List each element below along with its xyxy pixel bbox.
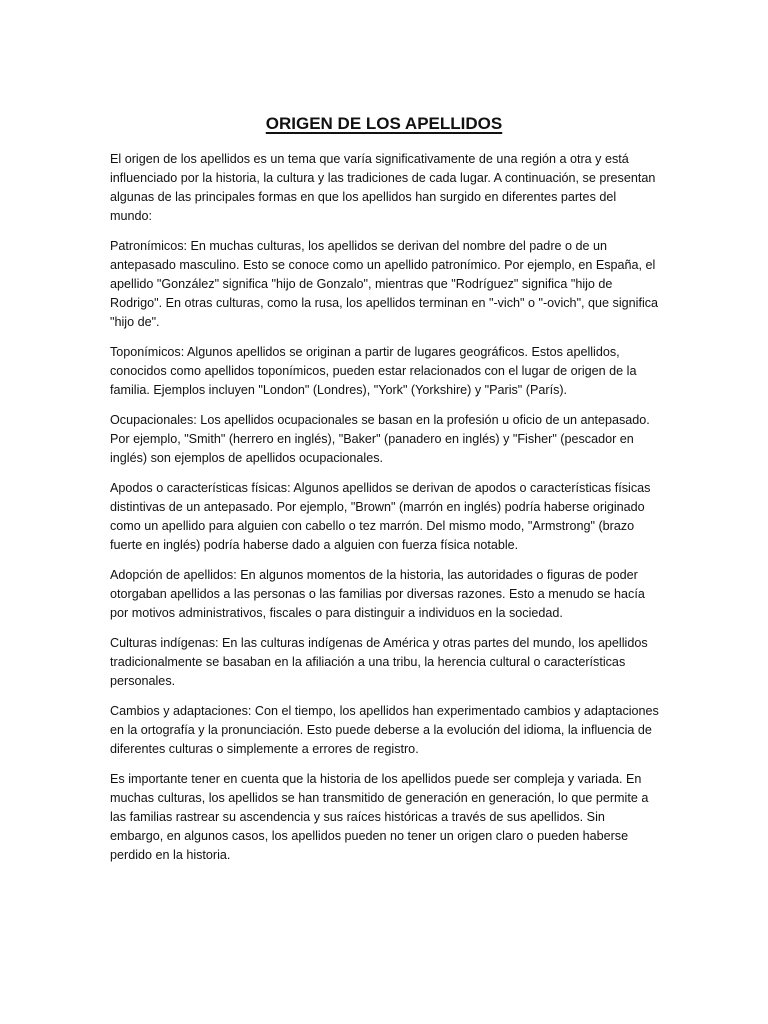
document-body <box>110 150 660 876</box>
paragraph-patronimicos: Patronímicos: En muchas culturas, los apellidos se derivan del nombre del padre o de un antepasado masculino. Esto se conoce como un apellido patronímico. Por ejemplo, en España, el apellido "González" significa "hijo de Gonzalo", mientras que "Rodríguez" significa "hijo de Rodrigo". En otras culturas, como la rusa, los apellidos terminan en "-vich" o "-ovich", que significa "hijo de". <box>110 239 659 329</box>
document-title-text: ORIGEN DE LOS APELLIDOS <box>265 114 503 133</box>
paragraph-toponimicos: Toponímicos: Algunos apellidos se originan a partir de lugares geográficos. Estos apellidos, conocidos como apellidos toponímicos, pueden estar relacionados con el lugar de origen de la familia. Ejemplos incluyen "London" (Londres), "York" (Yorkshire) y "Paris" (París). <box>110 345 637 397</box>
paragraph-culturas-indigenas: Culturas indígenas: En las culturas indígenas de América y otras partes del mundo, los apellidos tradicionalmente se basaban en la afiliación a una tribu, la herencia cultural o características personales. <box>110 636 648 688</box>
paragraph-apodos: Apodos o características físicas: Algunos apellidos se derivan de apodos o características físicas distintivas de un antepasado. Por ejemplo, "Brown" (marrón en inglés) podría haberse originado como un apellido para alguien con cabello o tez marrón. Del mismo modo, "Armstrong" (brazo fuerte en inglés) podría haberse dado a alguien con fuerza física notable. <box>110 481 651 552</box>
paragraph-adopcion: Adopción de apellidos: En algunos momentos de la historia, las autoridades o figuras de poder otorgaban apellidos a las personas o las familias por diversas razones. Esto a menudo se hacía por motivos administrativos, fiscales o para distinguir a individuos en la sociedad. <box>110 568 645 620</box>
paragraph-intro: El origen de los apellidos es un tema que varía significativamente de una región a otra y está influenciado por la historia, la cultura y las tradiciones de cada lugar. A continuación, se presentan algunas de las principales formas en que los apellidos han surgido en diferentes partes del mundo: <box>110 152 656 223</box>
paragraph-cambios: Cambios y adaptaciones: Con el tiempo, los apellidos han experimentado cambios y adaptaciones en la ortografía y la pronunciación. Esto puede deberse a la evolución del idioma, la influencia de diferentes culturas o simplemente a errores de registro. <box>110 704 659 756</box>
paragraph-ocupacionales: Ocupacionales: Los apellidos ocupacionales se basan en la profesión u oficio de un antepasado. Por ejemplo, "Smith" (herrero en inglés), "Baker" (panadero en inglés) y "Fisher" (pescador en inglés) son ejemplos de apellidos ocupacionales. <box>110 413 650 465</box>
paragraph-conclusion: Es importante tener en cuenta que la historia de los apellidos puede ser compleja y variada. En muchas culturas, los apellidos se han transmitido de generación en generación, lo que permite a las familias rastrear su ascendencia y sus raíces históricas a través de sus apellidos. Sin embargo, en algunos casos, los apellidos pueden no tener un origen claro o pueden haberse perdido en la historia. <box>110 772 649 862</box>
document-title <box>0 112 768 136</box>
